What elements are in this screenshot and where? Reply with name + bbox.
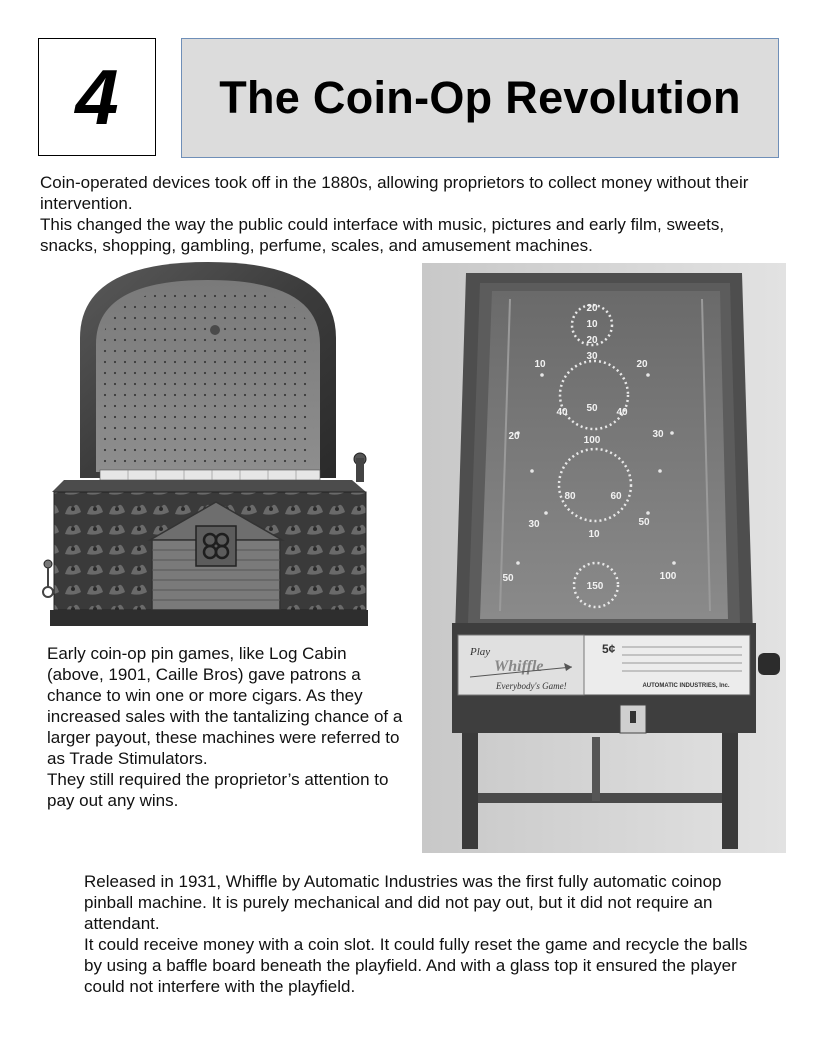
whiffle-score: 20 (508, 431, 520, 442)
chapter-number: 4 (75, 53, 119, 141)
whiffle-score: 100 (659, 571, 677, 582)
whiffle-caption (84, 871, 764, 997)
intro-line-2: This changed the way the public could interface with music, pictures and early film, sweets, snacks, shopping, gambling, perfume, scales, and amusement machines. (40, 215, 725, 255)
log-cabin-caption-line-1: Early coin-op pin games, like Log Cabin (above, 1901, Caille Bros) gave patrons a chance to win one or more cigars. As they increased sales with the tantalizing chance of a larger payout, these machines were referred to as Trade Stimulators. (47, 644, 403, 768)
whiffle-score: 10 (534, 359, 546, 370)
log-cabin-photo (40, 258, 376, 634)
title-banner (181, 38, 779, 158)
whiffle-score: 20 (586, 335, 598, 346)
whiffle-caption-line-1: Released in 1931, Whiffle by Automatic Industries was the first fully automatic coinop pinball machine. It is purely mechanical and did not pay out, but it did not require an attendant. (84, 872, 722, 933)
whiffle-score: 30 (586, 351, 598, 362)
log-cabin-caption (47, 643, 407, 811)
whiffle-score: 10 (586, 319, 598, 330)
whiffle-score: 30 (528, 519, 540, 530)
whiffle-score: 50 (502, 573, 514, 584)
card-maker-text: AUTOMATIC INDUSTRIES, Inc. (642, 683, 730, 689)
whiffle-score: 40 (556, 407, 568, 418)
whiffle-score: 50 (638, 517, 650, 528)
card-play-text: Play (470, 646, 491, 658)
whiffle-score: 50 (586, 403, 598, 414)
card-price-text: 5¢ (602, 642, 616, 656)
whiffle-score: 30 (652, 429, 664, 440)
intro-paragraph (40, 172, 780, 256)
card-name-text: Whiffle (494, 658, 544, 675)
intro-line-1: Coin-operated devices took off in the 1880s, allowing proprietors to collect money without their intervention. (40, 173, 749, 213)
whiffle-score: 20 (586, 303, 598, 314)
whiffle-score: 40 (616, 407, 628, 418)
whiffle-score: 100 (583, 435, 601, 446)
chapter-number-box (38, 38, 156, 156)
whiffle-score: 150 (586, 581, 604, 592)
log-cabin-caption-line-2: They still required the proprietor’s attention to pay out any wins. (47, 770, 389, 810)
whiffle-score: 10 (588, 529, 600, 540)
whiffle-caption-line-2: It could receive money with a coin slot. It could fully reset the game and recycle the balls by using a baffle board beneath the playfield. And with a glass top it ensured the player could not interfere with the playfield. (84, 935, 748, 996)
whiffle-score: 20 (636, 359, 648, 370)
card-tagline-text: Everybody's Game! (496, 681, 567, 691)
whiffle-photo (422, 263, 786, 853)
page-title: The Coin-Op Revolution (219, 72, 741, 123)
whiffle-score: 60 (610, 491, 622, 502)
whiffle-score: 80 (564, 491, 576, 502)
